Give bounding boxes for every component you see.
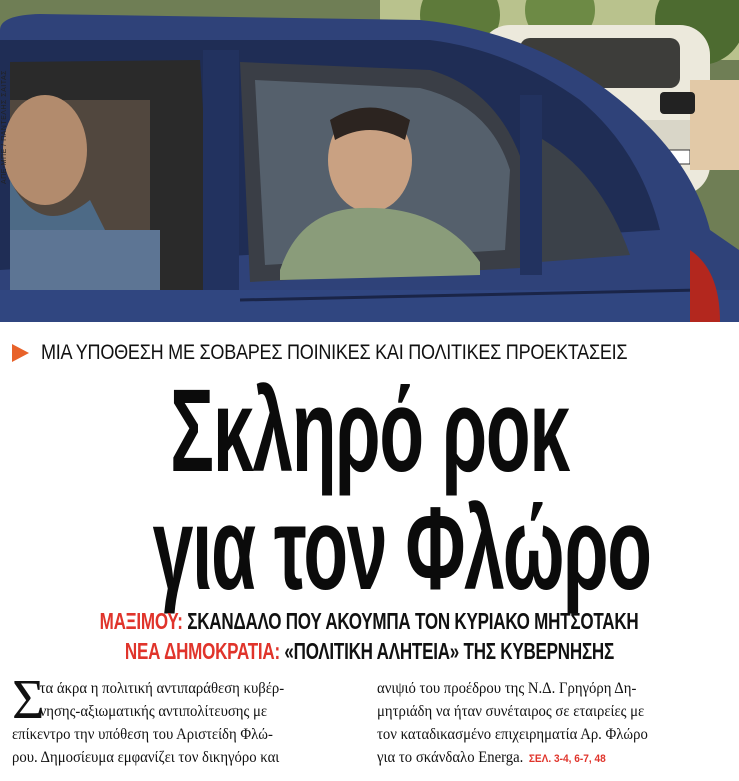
body-line: μητριάδη να ήταν συνέταιρος σε εταιρείες με xyxy=(377,703,645,720)
body-line: νησης-αξιωματικής αντιπολίτευσης με xyxy=(39,703,268,720)
subhead-1-text: ΣΚΑΝΔΑΛΟ ΠΟΥ ΑΚΟΥΜΠΑ ΤΟΝ ΚΥΡΙΑΚΟ ΜΗΤΣΟΤΑΚΗ xyxy=(187,608,639,634)
body-column-2 xyxy=(377,677,729,771)
body-line: τον καταδικασμένο επιχειρηματία Αρ. Φλώρο xyxy=(377,726,648,743)
kicker-arrow-icon xyxy=(12,344,29,362)
body-column-1 xyxy=(12,677,362,769)
headline-line-1 xyxy=(0,365,739,497)
body-line: ρου. Δημοσίευμα εμφανίζει τον δικηγόρο και xyxy=(12,749,280,766)
subhead-2 xyxy=(0,638,739,665)
body-line: τα άκρα η πολιτική αντιπαράθεση κυβέρ- xyxy=(39,680,285,697)
subhead-1 xyxy=(0,608,739,635)
subhead-1-label: ΜΑΞΙΜΟΥ: xyxy=(100,608,184,634)
photo-credit: ΑΠΕ-ΜΠΕ / ΠΑΝΤΕΛΗΣ ΣΑΙΤΑΣ xyxy=(1,70,8,185)
kicker xyxy=(12,339,732,367)
kicker-text: ΜΙΑ ΥΠΟΘΕΣΗ ΜΕ ΣΟΒΑΡΕΣ ΠΟΙΝΙΚΕΣ ΚΑΙ ΠΟΛΙΤΙΚΕΣ ΠΡΟΕΚΤΑΣΕΙΣ xyxy=(41,341,628,364)
cover-photo xyxy=(0,0,739,322)
photo-car-icon xyxy=(0,0,739,322)
headline-line-2 xyxy=(0,483,739,615)
headline-line-2-text: για τον Φλώρο xyxy=(152,483,651,615)
body-line-text: για το σκάνδαλο Energa. xyxy=(377,749,524,766)
subhead-2-label: ΝΕΑ ΔΗΜΟΚΡΑΤΙΑ: xyxy=(124,638,280,664)
drop-cap: Σ xyxy=(12,669,45,731)
body-line: επίκεντρο την υπόθεση του Αριστείδη Φλώ- xyxy=(12,726,273,743)
body-line: ανιψιό του προέδρου της Ν.Δ. Γρηγόρη Δη- xyxy=(377,680,637,697)
headline-line-1-text: Σκληρό ροκ xyxy=(170,365,569,497)
page-reference: ΣΕΛ. 3-4, 6-7, 48 xyxy=(528,753,606,765)
subhead-2-text: «ΠΟΛΙΤΙΚΗ ΑΛΗΤΕΙΑ» ΤΗΣ ΚΥΒΕΡΝΗΣΗΣ xyxy=(284,638,615,664)
body-line-last xyxy=(377,746,701,771)
